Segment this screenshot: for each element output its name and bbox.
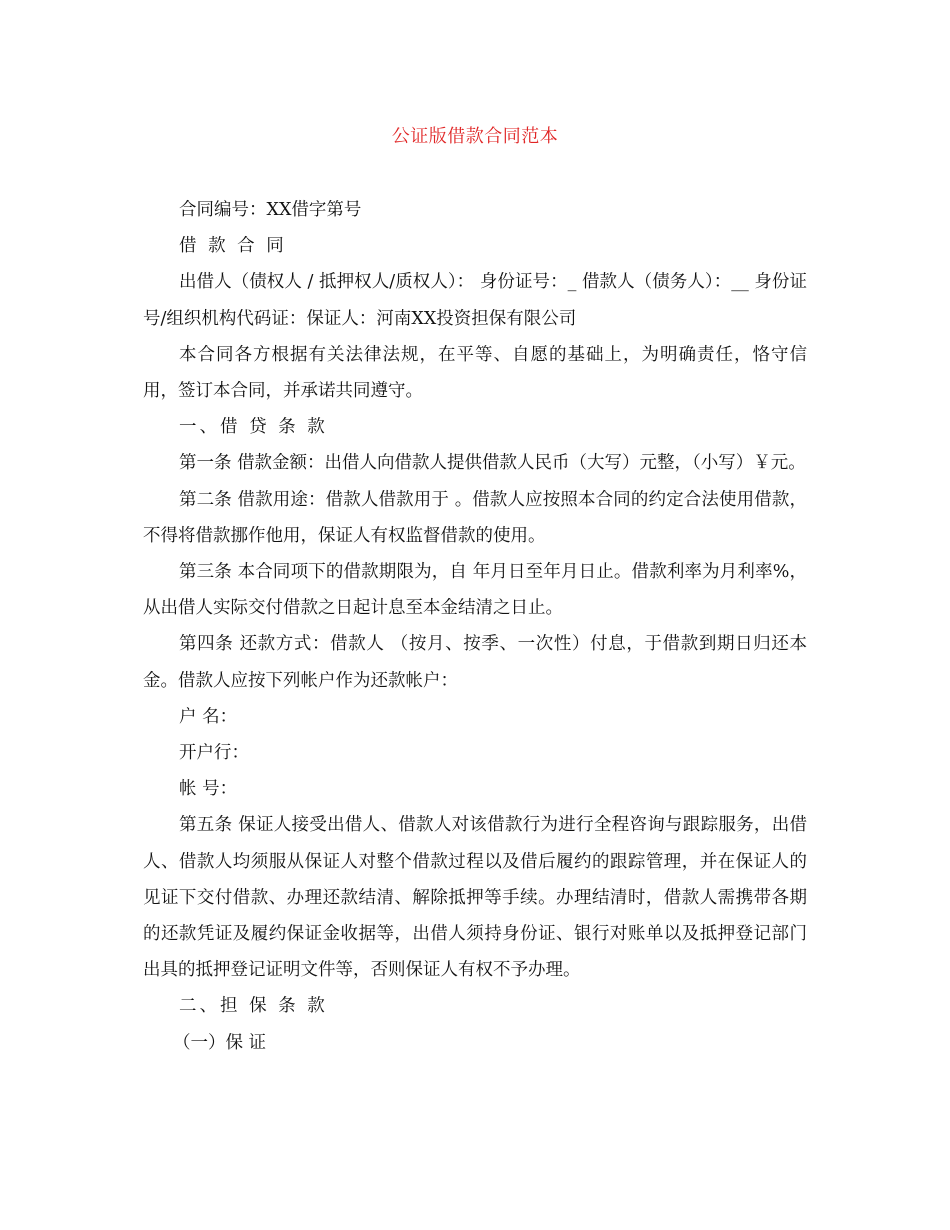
article-1: 第一条 借款金额：出借人向借款人提供借款人民币（大写）元整，（小写）￥元。 xyxy=(179,453,806,474)
account-name-line: 户 名： xyxy=(179,706,238,727)
article-4: 第四条 还款方式：借款人 （按月、按季、一次性）付息，于借款到期日归还本金。借款人应按下列帐户作为还款帐户： xyxy=(143,634,807,691)
document-title: 公证版借款合同范本 xyxy=(391,126,559,147)
contract-number: 合同编号：XX借字第号 xyxy=(179,200,362,220)
contract-heading: 借 款 合 同 xyxy=(179,236,287,257)
bank-line: 开户行： xyxy=(179,743,249,764)
section-heading-guarantee-terms: 二、担 保 条 款 xyxy=(179,996,328,1017)
document-body xyxy=(143,192,807,1061)
article-5: 第五条 保证人接受出借人、借款人对该借款行为进行全程咨询与跟踪服务，出借人、借款人均须服从保证人对整个借款过程以及借后履约的跟踪管理，并在保证人的见证下交付借款、办理还款结清、解除抵押等手续。办理结清时，借款人需携带各期的还款凭证及履约保证金收据等，出借人须持身份证、银行对账单以及抵押登记部门出具的抵押登记证明文件等，否则保证人有权不予办理。 xyxy=(143,815,807,981)
parties-paragraph: 出借人（债权人 / 抵押权人/质权人）： 身份证号：_ 借款人（债务人）：__ 身份证号/组织机构代码证：保证人：河南XX投资担保有限公司 xyxy=(143,272,807,329)
article-2: 第二条 借款用途：借款人借款用于 。借款人应按照本合同的约定合法使用借款，不得将借款挪作他用，保证人有权监督借款的使用。 xyxy=(143,489,807,546)
subsection-heading-guarantee: （一）保 证 xyxy=(173,1032,267,1053)
account-number-line: 帐 号： xyxy=(179,779,238,800)
section-heading-loan-terms: 一、借 贷 条 款 xyxy=(179,417,328,438)
preamble-paragraph: 本合同各方根据有关法律法规，在平等、自愿的基础上，为明确责任，恪守信用，签订本合同，并承诺共同遵守。 xyxy=(143,344,807,402)
article-3: 第三条 本合同项下的借款期限为，自 年月日至年月日止。借款利率为月利率%，从出借人实际交付借款之日起计息至本金结清之日止。 xyxy=(143,562,807,619)
